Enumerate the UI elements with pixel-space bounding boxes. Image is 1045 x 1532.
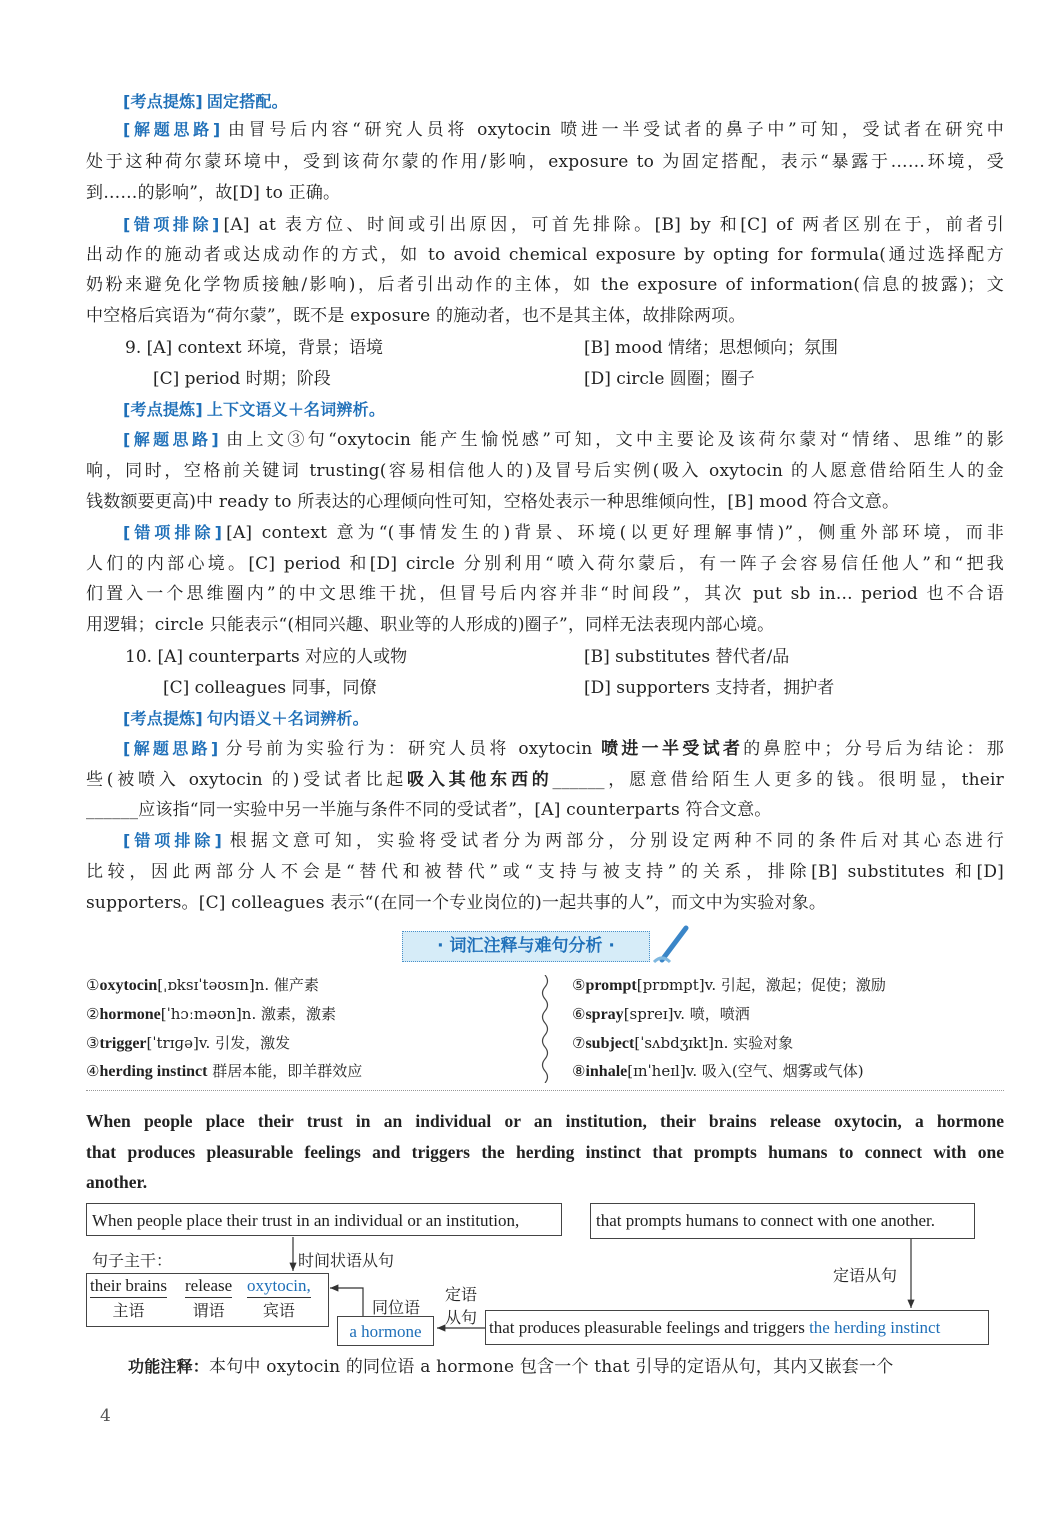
explanation-line	[86, 460, 1004, 482]
attr-label-line1: 定语	[445, 1285, 478, 1304]
explanation-line	[86, 182, 340, 204]
time-clause-label: 时间状语从句	[298, 1251, 395, 1270]
page-number: 4	[100, 1406, 112, 1426]
wavy-divider	[539, 975, 551, 1083]
explanation-line	[123, 522, 1004, 544]
subject-role: 主语	[112, 1303, 145, 1320]
vocab-definition: v. 吸入(空气、烟雾或气体)	[685, 1062, 864, 1080]
option-9a: 9. [A] context 环境，背景；语境	[125, 338, 383, 358]
text-segment: 根据文意可知，实验将受试者分为两部分，分别设定两种不同的条件后对其心态进行	[225, 831, 1004, 851]
text-segment: [A] context 意为“(事情发生的)背景、环境(以更好理解事情)”，侧重外部环境，而非	[226, 523, 1004, 543]
vocab-definition: n. 催产素	[254, 976, 319, 994]
section-label: [解题思路]	[123, 739, 219, 758]
text-segment: supporters。[C] colleagues 表示“(在同一个专业岗位的)一起共事的人”，而文中为实验对象。	[86, 893, 827, 913]
vocab-phonetic: [spreɪ]	[623, 1005, 674, 1023]
explanation-line	[86, 491, 899, 513]
explanation-line	[86, 769, 1004, 791]
option-9b: [B] mood 情绪；思想倾向；氛围	[584, 338, 839, 358]
section-label: [考点提炼]	[123, 92, 203, 111]
section-label: [错项排除]	[123, 523, 223, 542]
section-label: [解题思路]	[123, 430, 219, 449]
when-clause-box: When people place their trust in an individual or an institution,	[86, 1203, 562, 1236]
pen-icon	[652, 924, 692, 966]
vocab-item	[86, 975, 319, 996]
section-banner: · 词汇注释与难句分析 ·	[402, 931, 650, 962]
explanation-line	[123, 830, 1004, 852]
sentence-line-2: that produces pleasurable feelings and triggers the herding instinct that prompts humans to connect with one	[86, 1142, 1004, 1162]
explanation-line	[86, 151, 1004, 173]
vocab-item	[572, 1004, 750, 1025]
text-segment: 处于这种荷尔蒙环境中，受到该荷尔蒙的作用/影响，exposure to 为固定搭配，表示“暴露于……环境，受	[86, 152, 1004, 172]
explanation-line	[123, 91, 288, 113]
vocab-number: ⑧	[572, 1062, 586, 1080]
text-segment: 们置入一个思维圈内”的中文思维干扰，但冒号后内容并非“时间段”，其次 put sb in... period 也不合语	[86, 584, 1004, 604]
herding-instinct-text: the herding instinct	[809, 1318, 941, 1337]
section-label: [错项排除]	[123, 831, 222, 850]
vocab-word: herding instinct	[99, 1063, 208, 1080]
vocab-item	[572, 1061, 864, 1082]
text-segment: 出动作的施动者或达成动作的方式，如 to avoid chemical exposure by opting for formula(通过选择配方	[86, 245, 1004, 265]
explanation-line	[86, 799, 772, 821]
vocab-phonetic: [ˌɒksɪˈtəʊsɪn]	[157, 976, 255, 994]
text-segment: 分号前为实验行为：研究人员将 oxytocin	[222, 739, 602, 759]
text-segment: 固定搭配。	[206, 92, 288, 111]
text-segment: 钱数额要更高)中 ready to 所表达的心理倾向性可知，空格处表示一种思维倾向性，[B] mood 符合文意。	[86, 492, 900, 512]
option-10d: [D] supporters 支持者，拥护者	[584, 678, 835, 698]
explanation-line	[86, 614, 774, 636]
vocab-word: prompt	[585, 977, 637, 994]
vocab-phonetic: [prɒmpt]	[636, 976, 705, 994]
explanation-line	[86, 861, 1004, 883]
subject-text: their brains	[90, 1276, 167, 1298]
vocab-definition: v. 引起，激起；促使；激励	[704, 976, 886, 994]
section-label: [解题思路]	[123, 120, 221, 139]
text-segment: 由上文③句“oxytocin 能产生愉悦感”可知，文中主要论及该荷尔蒙对“情绪、思维”的影	[222, 430, 1004, 450]
vocab-item	[86, 1061, 362, 1082]
vocab-phonetic: [ˈtrɪɡə]	[146, 1034, 199, 1052]
text-segment: 比较，因此两部分人不会是“替代和被替代”或“支持与被支持”的关系，排除[B] substitutes 和[D]	[86, 862, 1004, 882]
object-text: oxytocin,	[247, 1276, 311, 1298]
text-segment: [A] at 表方位、时间或引出原因，可首先排除。[B] by 和[C] of 两者区别在于，前者引	[223, 215, 1004, 235]
explanation-line	[86, 274, 1004, 296]
section-label: [考点提炼]	[123, 400, 203, 419]
vocab-definition: v. 引发，激发	[198, 1034, 291, 1052]
vocab-phonetic: [ɪnˈheɪl]	[627, 1062, 686, 1080]
vocab-number: ⑤	[572, 976, 586, 994]
explanation-line	[123, 119, 1004, 141]
appositive-box: a hormone	[337, 1316, 434, 1346]
explanation-line	[86, 305, 746, 327]
vocab-word: subject	[585, 1035, 635, 1052]
vocab-phonetic: [ˈsʌbdʒɪkt]	[634, 1034, 714, 1052]
explanation-line	[86, 583, 1004, 605]
explanation-line	[86, 244, 1004, 266]
verb-role: 谓语	[192, 1303, 225, 1320]
appositive-label: 同位语	[372, 1298, 421, 1317]
vocab-word: spray	[585, 1006, 624, 1023]
explanation-line	[123, 738, 1004, 760]
function-note	[128, 1356, 893, 1378]
vocab-number: ①	[86, 976, 100, 994]
vocab-definition: n. 实验对象	[713, 1034, 794, 1052]
text-segment: 句内语义＋名词辨析。	[206, 709, 369, 728]
vocab-word: oxytocin	[99, 977, 158, 994]
vocab-word: hormone	[99, 1006, 161, 1023]
explanation-line	[86, 553, 1004, 575]
explanation-line	[123, 429, 1004, 451]
bold-text: 喷进一半受试者	[601, 739, 744, 759]
vocab-word: trigger	[99, 1035, 147, 1052]
vocab-number: ⑥	[572, 1005, 586, 1023]
option-10c: [C] colleagues 同事，同僚	[163, 678, 377, 698]
text-segment: 响，同时，空格前关键词 trusting(容易相信他人的)及冒号后实例(吸入 oxytocin 的人愿意借给陌生人的金	[86, 461, 1004, 481]
function-note-label: 功能注释：	[128, 1357, 210, 1376]
object-role: 宾语	[262, 1303, 295, 1320]
text-segment: 到……的影响”，故[D] to 正确。	[86, 183, 341, 203]
vocab-item	[572, 1033, 793, 1054]
text-segment: 的鼻腔中；分号后为结论：那	[743, 739, 1004, 759]
option-9c: [C] period 时期；阶段	[153, 369, 331, 389]
text-segment: 中空格后宾语为“荷尔蒙”，既不是 exposure 的施动者，也不是其主体，故排除两项。	[86, 306, 746, 326]
explanation-line	[86, 892, 826, 914]
vocab-definition: v. 喷，喷洒	[673, 1005, 750, 1023]
vocab-item	[86, 1004, 336, 1025]
text-segment: 上下文语义＋名词辨析。	[206, 400, 386, 419]
text-segment: ______，愿意借给陌生人更多的钱。很明显，their	[552, 770, 1004, 790]
option-10b: [B] substitutes 替代者/品	[584, 647, 790, 667]
text-segment: 奶粉来避免化学物质接触/影响)，后者引出动作的主体，如 the exposure of information(信息的披露)；文	[86, 275, 1004, 295]
produces-clause-text: that produces pleasurable feelings and triggers	[489, 1318, 810, 1337]
vocab-number: ②	[86, 1005, 100, 1023]
option-10a: 10. [A] counterparts 对应的人或物	[125, 647, 408, 667]
verb-text: release	[185, 1276, 232, 1298]
text-segment: 人们的内部心境。[C] period 和[D] circle 分别利用“喷入荷尔蒙后，有一阵子会容易信任他人”和“把我	[86, 554, 1004, 574]
explanation-line	[123, 399, 385, 421]
vocab-number: ④	[86, 1062, 100, 1080]
bold-text: 吸入其他东西的	[407, 770, 553, 790]
produces-clause-box	[485, 1310, 989, 1345]
function-note-text: 本句中 oxytocin 的同位语 a hormone 包含一个 that 引导的定语从句，其内又嵌套一个	[209, 1357, 894, 1377]
vocab-definition: n. 激素，激素	[241, 1005, 336, 1023]
sentence-line-1: When people place their trust in an individual or an institution, their brains release oxytocin, a hormone	[86, 1111, 1004, 1131]
explanation-line	[123, 708, 369, 730]
vocab-item	[86, 1033, 290, 1054]
main-clause-label: 句子主干：	[92, 1251, 173, 1270]
main-clause-box	[86, 1273, 329, 1327]
sentence-line-3: another.	[86, 1172, 148, 1192]
vocab-word: inhale	[585, 1063, 628, 1080]
vocab-number: ③	[86, 1034, 100, 1052]
explanation-line	[123, 214, 1004, 236]
text-segment: 由冒号后内容“研究人员将 oxytocin 喷进一半受试者的鼻子中”可知，受试者在研究中	[224, 120, 1004, 140]
section-label: [考点提炼]	[123, 709, 203, 728]
prompts-clause-box: that prompts humans to connect with one another.	[590, 1203, 975, 1239]
attr-clause-label: 定语从句	[833, 1266, 898, 1285]
text-segment: 用逻辑；circle 只能表示“(相同兴趣、职业等的人形成的)圈子”，同样无法表现内部心境。	[86, 615, 775, 635]
attr-label-line2: 从句	[445, 1308, 478, 1327]
vocab-definition: 群居本能，即羊群效应	[207, 1062, 363, 1080]
vocab-item	[572, 975, 886, 996]
text-segment: 些(被喷入 oxytocin 的)受试者比起	[86, 770, 408, 790]
dotted-divider	[86, 1090, 1004, 1091]
option-9d: [D] circle 圆圈；圈子	[584, 369, 755, 389]
vocab-number: ⑦	[572, 1034, 586, 1052]
vocab-phonetic: [ˈhɔːməʊn]	[160, 1005, 242, 1023]
section-label: [错项排除]	[123, 215, 220, 234]
text-segment: ______应该指“同一实验中另一半施与条件不同的受试者”，[A] counterparts 符合文意。	[86, 800, 772, 820]
